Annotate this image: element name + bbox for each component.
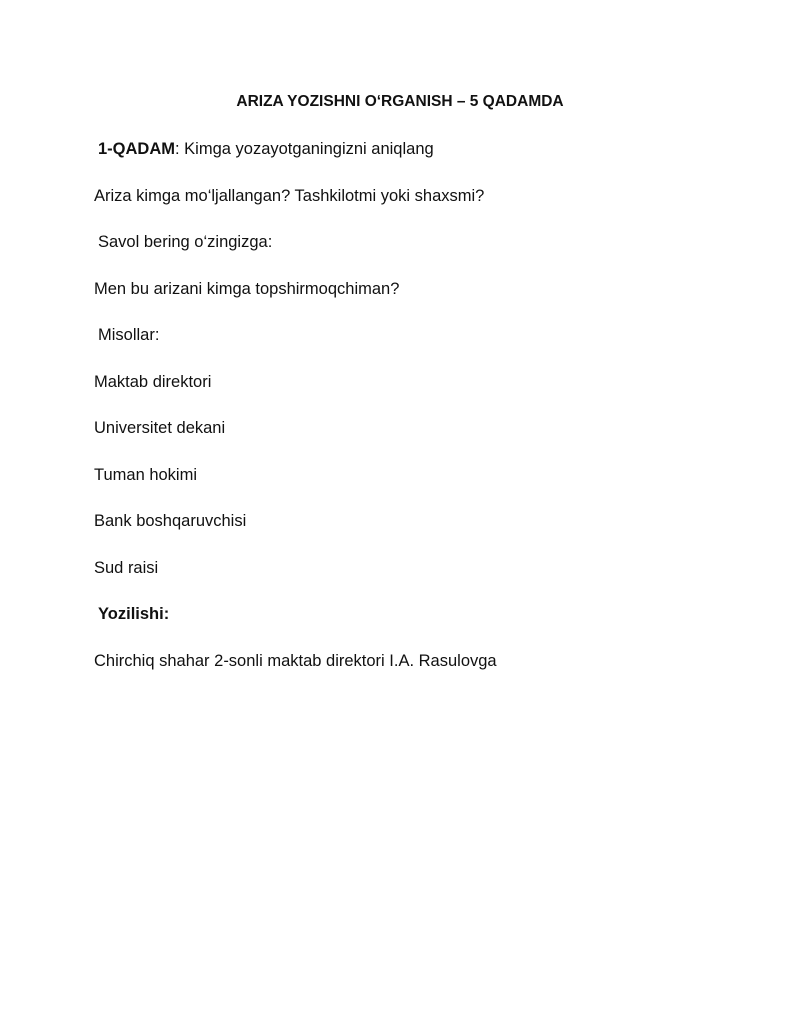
question-text: Ariza kimga mo‘ljallangan? Tashkilotmi yoki shaxsmi? <box>94 187 485 205</box>
step-label: 1-QADAM <box>98 140 175 158</box>
ask-yourself-text: Savol bering o‘zingizga: <box>98 233 273 251</box>
document-title: ARIZA YOZISHNI O‘RGANISH – 5 QADAMDA <box>236 93 564 110</box>
step-heading <box>98 139 434 159</box>
examples-label: Misollar: <box>98 326 160 344</box>
step-text: Kimga yozayotganingizni aniqlang <box>179 140 434 158</box>
example-item: Maktab direktori <box>94 373 212 391</box>
writing-label: Yozilishi: <box>98 605 170 623</box>
self-question-text: Men bu arizani kimga topshirmoqchiman? <box>94 280 400 298</box>
example-item: Tuman hokimi <box>94 466 198 484</box>
example-item: Bank boshqaruvchisi <box>94 512 247 530</box>
example-item: Sud raisi <box>94 559 159 577</box>
writing-example: Chirchiq shahar 2-sonli maktab direktori I.A. Rasulovga <box>94 652 497 670</box>
example-item: Universitet dekani <box>94 419 226 437</box>
step-separator: : <box>175 140 180 158</box>
